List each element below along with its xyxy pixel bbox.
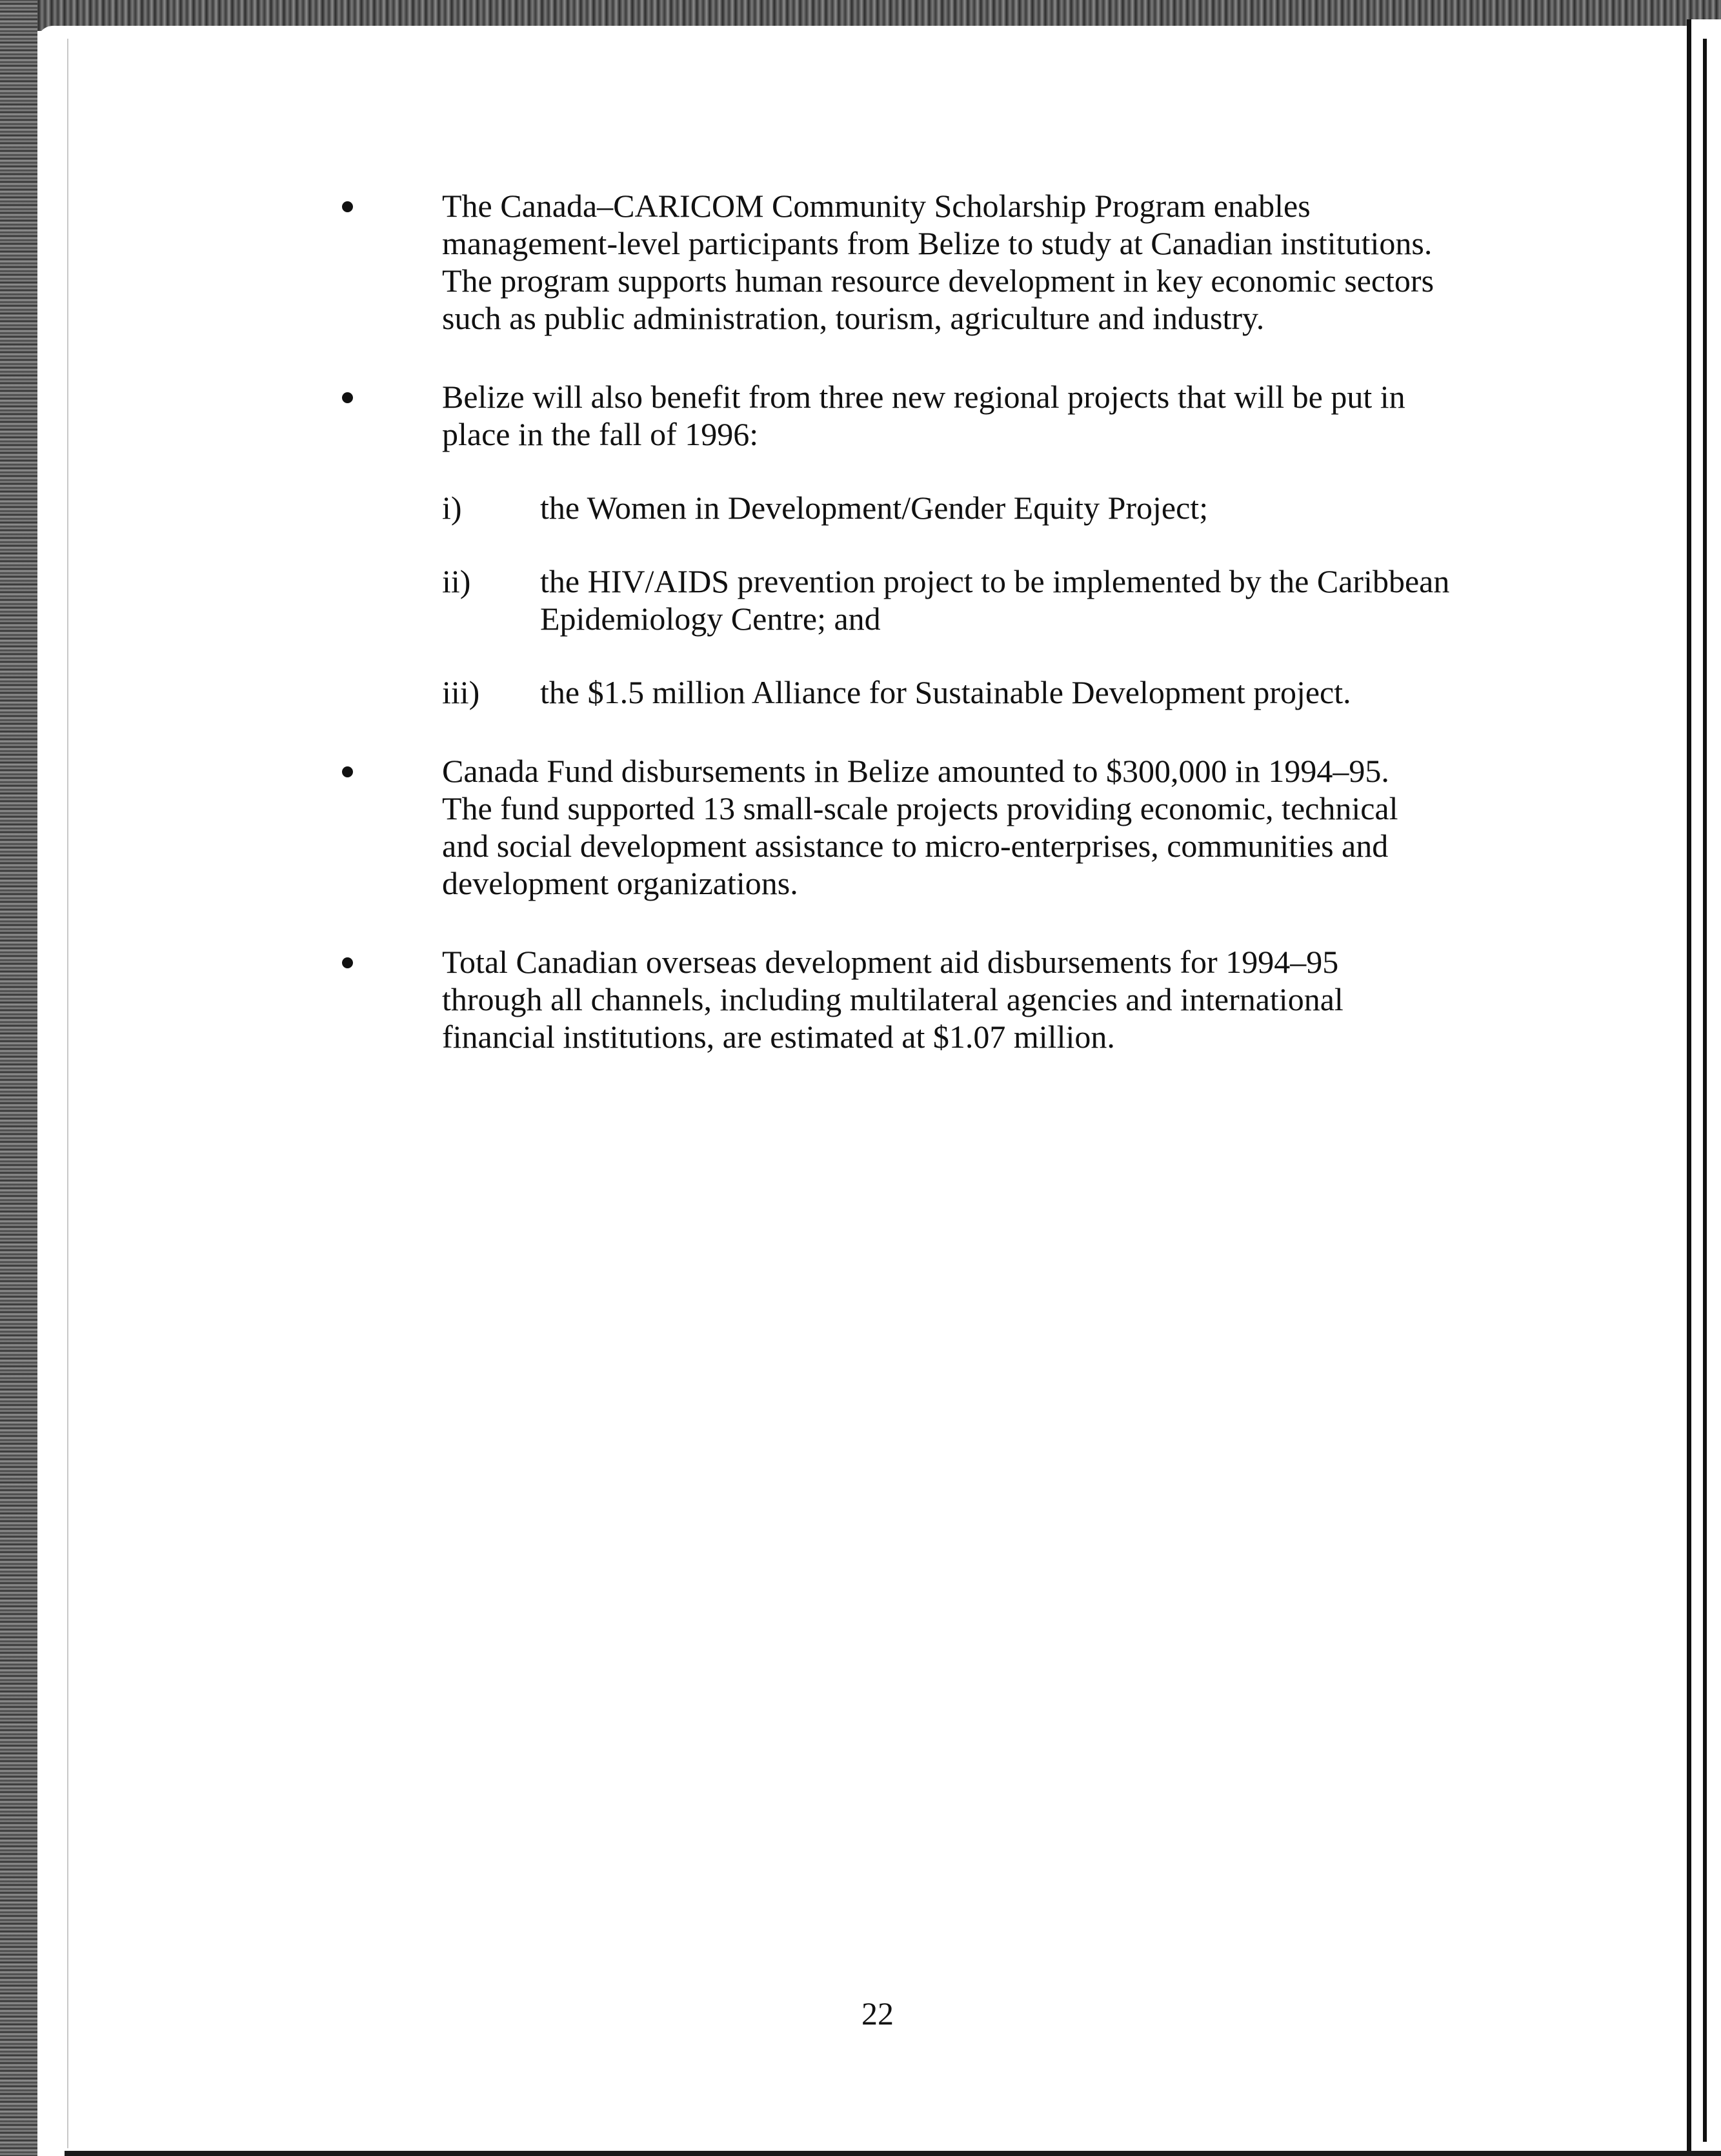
bullet-dot <box>342 766 353 777</box>
bullet-item-scholarship <box>342 187 1439 337</box>
bullet-dot <box>342 957 353 968</box>
sub-item <box>442 563 1495 637</box>
sub-item-text: the $1.5 million Alliance for Sustainable Development project. <box>540 674 1351 710</box>
bullet-dot <box>342 201 353 212</box>
bullet-text: Belize will also benefit from three new regional projects that will be put in place in the fall of 1996: <box>442 379 1405 452</box>
bullet-item-canada-fund <box>342 752 1439 902</box>
bullet-item-regional-projects <box>342 378 1450 711</box>
scan-left-border <box>0 0 37 2156</box>
sub-item-marker: ii) <box>442 563 471 599</box>
page-top-edge <box>37 26 1689 41</box>
bullet-text: The Canada–CARICOM Community Scholarship Program enables management-level participants from Belize to study at Canadian institutions. The program supports human resource development in key economic sectors such as public administration, tourism, agriculture and industry. <box>442 188 1434 336</box>
sub-list <box>442 489 1450 711</box>
sub-item-marker: i) <box>442 490 462 526</box>
bullet-text: Total Canadian overseas development aid disbursements for 1994–95 through all channels, including multilateral agencies and international financial institutions, are estimated at $1.07 million. <box>442 944 1344 1055</box>
binding-line <box>67 39 68 2148</box>
sub-item-text: the Women in Development/Gender Equity Project; <box>540 490 1209 526</box>
sub-item-marker: iii) <box>442 674 480 710</box>
bullet-item-total-aid <box>342 943 1439 1055</box>
bullet-text: Canada Fund disbursements in Belize amounted to $300,000 in 1994–95. The fund supported 13 small-scale projects providing economic, technical and social development assistance to micro-enterprises, communities and development organizations. <box>442 753 1398 901</box>
scan-bottom-border <box>65 2151 1721 2156</box>
page-number: 22 <box>861 1995 894 2031</box>
sub-item-text: the HIV/AIDS prevention project to be implemented by the Caribbean Epidemiology Centre; and <box>540 563 1450 637</box>
scan-right-inner-line <box>1703 39 1707 2142</box>
bullet-dot <box>342 392 353 403</box>
sub-item <box>442 674 1495 711</box>
body-content <box>342 187 1450 1097</box>
sub-item <box>442 489 1495 526</box>
